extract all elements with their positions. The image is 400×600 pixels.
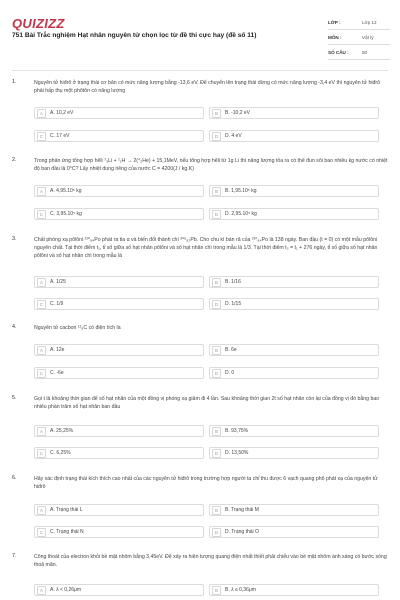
option-c[interactable] bbox=[34, 367, 204, 379]
option-a[interactable] bbox=[34, 425, 204, 437]
option-text: B. 93,75% bbox=[225, 428, 249, 434]
option-letter: D bbox=[212, 369, 221, 378]
option-letter: D bbox=[212, 449, 221, 458]
option-text: B. 1,95.10⁵ kg bbox=[225, 188, 257, 194]
option-a[interactable] bbox=[34, 276, 204, 288]
option-letter: A bbox=[37, 506, 46, 515]
question-text: Trong phản ứng tổng hợp hêli ⁷₃Li + ¹₁H → 2(⁴₂He) + 15,1MeV, nếu tổng hợp hêli từ 1g Li thì năng lượng tỏa ra có thể đun sôi bao nhiêu kg nước có nhiệt độ ban đầu là 0°C? Lấy nhiệt dung riêng của nước C = 4200(J / kg.K) bbox=[34, 158, 388, 172]
option-d[interactable] bbox=[209, 526, 379, 538]
option-letter: D bbox=[212, 210, 221, 219]
option-text: D. 1/15 bbox=[225, 301, 242, 307]
option-text: A. 10,2 eV bbox=[50, 110, 74, 116]
question-text: Gọi t là khoảng thời gian để số hạt nhân của một đồng vị phóng xạ giảm đi 4 lần. Sau khoảng thời gian 2t số hạt nhân còn lại của đồng vị đó bằng bao nhiêu phần trăm số hạt nhân ban đầu bbox=[34, 396, 380, 410]
option-letter: C bbox=[37, 210, 46, 219]
question-text: Hãy xác định trạng thái kích thích cao nhất của các nguyên tử hiđrô trong trường hợp người ta chỉ thu được 6 vạch quang phổ phát xạ của nguyên tử hiđrô bbox=[34, 476, 378, 490]
option-b[interactable] bbox=[209, 425, 379, 437]
question-number: 4. bbox=[12, 324, 17, 330]
option-c[interactable] bbox=[34, 447, 204, 459]
option-letter: D bbox=[212, 528, 221, 537]
option-b[interactable] bbox=[209, 344, 379, 356]
option-d[interactable] bbox=[209, 298, 379, 310]
option-letter: D bbox=[212, 300, 221, 309]
meta-key: SỐ CÂU : bbox=[328, 49, 349, 55]
option-text: B. 1/16 bbox=[225, 279, 241, 285]
option-text: D. Trạng thái O bbox=[225, 529, 259, 535]
option-b[interactable] bbox=[209, 504, 379, 516]
option-letter: B bbox=[212, 109, 221, 118]
option-c[interactable] bbox=[34, 130, 204, 142]
question-number: 6. bbox=[12, 475, 17, 481]
option-letter: A bbox=[37, 187, 46, 196]
option-text: A. λ < 0,26μm bbox=[50, 587, 82, 593]
option-letter: C bbox=[37, 132, 46, 141]
option-text: A. Trạng thái L bbox=[50, 507, 83, 513]
option-c[interactable] bbox=[34, 526, 204, 538]
option-text: C. 1/9 bbox=[50, 301, 64, 307]
meta-value: 50 bbox=[362, 49, 368, 55]
option-text: D. 4 eV bbox=[225, 133, 242, 139]
meta-key: MÔN : bbox=[328, 34, 342, 40]
meta-row-subject bbox=[328, 30, 390, 45]
question-number: 3. bbox=[12, 236, 17, 242]
meta-value: Vật lý bbox=[362, 34, 374, 40]
option-text: D. 2,95.10⁵ kg bbox=[225, 211, 257, 217]
option-text: A. 25,25% bbox=[50, 428, 74, 434]
option-letter: C bbox=[37, 528, 46, 537]
option-text: C. 3,95.10⁵ kg bbox=[50, 211, 82, 217]
option-a[interactable] bbox=[34, 185, 204, 197]
option-letter: A bbox=[37, 346, 46, 355]
option-letter: A bbox=[37, 427, 46, 436]
option-text: B. λ ≤ 0,36μm bbox=[225, 587, 256, 593]
option-letter: D bbox=[212, 132, 221, 141]
header bbox=[0, 0, 400, 72]
option-text: C. Trạng thái N bbox=[50, 529, 84, 535]
option-c[interactable] bbox=[34, 208, 204, 220]
option-text: D. 13,50% bbox=[225, 450, 249, 456]
option-letter: B bbox=[212, 586, 221, 595]
option-d[interactable] bbox=[209, 367, 379, 379]
option-text: B. Trạng thái M bbox=[225, 507, 259, 513]
option-text: A. 12e bbox=[50, 347, 65, 353]
question-number: 2. bbox=[12, 157, 17, 163]
meta-panel bbox=[328, 15, 390, 60]
option-text: A. 4,95.10⁵ kg bbox=[50, 188, 82, 194]
option-b[interactable] bbox=[209, 185, 379, 197]
option-letter: B bbox=[212, 506, 221, 515]
option-text: C. -6e bbox=[50, 370, 64, 376]
meta-value: Lớp 12 bbox=[362, 19, 377, 25]
meta-row-count bbox=[328, 45, 390, 60]
question-text: Công thoát của electron khỏi bề mặt nhôm bằng 3,45eV. Để xảy ra hiện tượng quang điện nhất thiết phải chiếu vào bề mặt nhôm ánh sáng có bước sóng thoả mãn. bbox=[34, 554, 387, 568]
option-d[interactable] bbox=[209, 208, 379, 220]
header-divider bbox=[12, 70, 388, 71]
option-letter: B bbox=[212, 346, 221, 355]
option-b[interactable] bbox=[209, 276, 379, 288]
question-number: 1. bbox=[12, 79, 17, 85]
option-a[interactable] bbox=[34, 107, 204, 119]
option-text: C. 6,25% bbox=[50, 450, 71, 456]
meta-key: LỚP : bbox=[328, 19, 341, 25]
question-text: Chất phóng xạ pôlôni ²¹⁰₈₄Po phát ra tia α và biến đổi thành chì ²⁰⁶₈₂Pb. Cho chu kì bán rã của ²¹⁰₈₄Po là 138 ngày. Ban đầu (t = 0) có một mẫu pôlôni nguyên chất. Tại thời điểm t₁, tỉ số giữa số hạt nhân pôlôni và số hạt nhân chì trong mẫu là 1/3. Tại thời điểm t₂ = t₁ + 276 ngày, tỉ số giữa số hạt nhân pôlôni và số hạt nhân chì trong mẫu là bbox=[34, 237, 378, 259]
option-text: B. 6e bbox=[225, 347, 237, 353]
question-number: 7. bbox=[12, 553, 17, 559]
option-text: A. 1/25 bbox=[50, 279, 66, 285]
option-a[interactable] bbox=[34, 584, 204, 596]
question-number: 5. bbox=[12, 395, 17, 401]
option-letter: B bbox=[212, 187, 221, 196]
option-letter: A bbox=[37, 586, 46, 595]
option-c[interactable] bbox=[34, 298, 204, 310]
option-letter: C bbox=[37, 369, 46, 378]
quizizz-logo: QUIZIZZ bbox=[12, 16, 65, 31]
option-text: D. 0 bbox=[225, 370, 235, 376]
option-d[interactable] bbox=[209, 447, 379, 459]
question-text: Nguyên tử cacbon ¹²₆C có điện tích là bbox=[34, 325, 121, 331]
meta-row-class bbox=[328, 15, 390, 30]
option-letter: A bbox=[37, 109, 46, 118]
option-letter: C bbox=[37, 300, 46, 309]
option-d[interactable] bbox=[209, 130, 379, 142]
question-text: Nguyên tử hiđrô ở trạng thái cơ bản có mức năng lượng bằng -13,6 eV. Để chuyển lên trạng thái dừng có mức năng lượng -3,4 eV thì nguyên tử hiđrô phải hấp thụ một phôtôn có năng lượng bbox=[34, 80, 381, 94]
option-b[interactable] bbox=[209, 584, 379, 596]
option-letter: B bbox=[212, 278, 221, 287]
option-a[interactable] bbox=[34, 344, 204, 356]
option-text: B. -10,2 eV bbox=[225, 110, 251, 116]
option-letter: C bbox=[37, 449, 46, 458]
option-text: C. 17 eV bbox=[50, 133, 70, 139]
option-letter: A bbox=[37, 278, 46, 287]
option-letter: B bbox=[212, 427, 221, 436]
option-a[interactable] bbox=[34, 504, 204, 516]
option-b[interactable] bbox=[209, 107, 379, 119]
page-title: 751 Bài Trắc nghiệm Hạt nhân nguyên tử chọn lọc từ đề thi cực hay (đề số 11) bbox=[12, 32, 257, 39]
